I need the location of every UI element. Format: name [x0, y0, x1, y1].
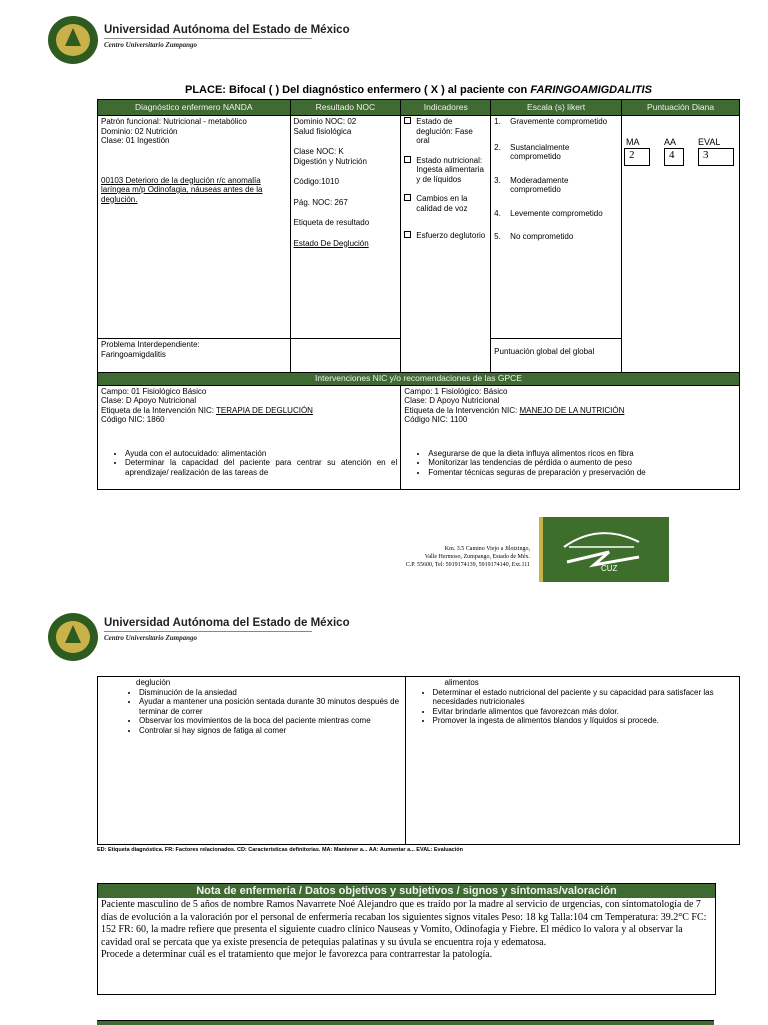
list-item: • Determinar la capacidad del paciente para centrar su atención en el aprendizaje/ realización de las tareas de — [125, 458, 397, 477]
nic-header: Intervenciones NIC y/o recomendaciones de las GPCE — [98, 373, 740, 386]
indicator-item: Esfuerzo deglutorio — [404, 231, 487, 241]
continuation-left-cell: deglución • Disminución de la ansiedad • Ayudar a mantener una posición sentada durante 30 minutos después de terminar de correr • Observar los movimientos de la boca del paciente mientras come • Controlar si hay signos de fatiga al comer — [98, 677, 406, 845]
indicator-item: Estado nutricional: Ingesta alimentaria y de líquidos — [404, 156, 487, 185]
university-seal — [48, 613, 98, 661]
likert-cell — [491, 116, 622, 339]
checkbox-icon — [404, 117, 411, 124]
continuation-table — [97, 676, 740, 845]
university-name: Universidad Autónoma del Estado de México — [104, 617, 350, 629]
cuz-logo — [539, 517, 669, 582]
indicators-cell — [401, 116, 491, 373]
likert-item: 4. Levemente comprometido — [494, 208, 603, 218]
diana-cell — [621, 116, 739, 373]
noc-cell: Dominio NOC: 02 Salud fisiológica Clase NOC: K Digestión y Nutrición Código:1010 Pág. NOC: 267 Etiqueta de resultado Estado De Deglución — [290, 116, 401, 339]
nursing-diagnosis: 00103 Deterioro de la deglución r/c anomalía laríngea m/p Odinofagia, náuseas antes de la deglución. — [101, 175, 263, 204]
list-item: • Determinar el estado nutricional del paciente y su capacidad para satisfacer las necesidades nutricionales — [433, 688, 736, 707]
care-plan-table — [97, 99, 740, 490]
list-item: • Controlar si hay signos de fatiga al comer — [139, 726, 402, 736]
list-item: • Fomentar técnicas seguras de preparación y preservación de — [428, 468, 736, 478]
continuation-right-list — [409, 688, 736, 726]
likert-item: 3. Moderadamente comprometido — [494, 175, 569, 194]
condition-name: FARINGOAMIGDALITIS — [530, 84, 652, 96]
nic-right-list — [404, 449, 736, 478]
cuz-logo-text: CUZ — [601, 564, 618, 573]
col-header-diana: Puntuación Diana — [621, 100, 739, 116]
nic-left-cell: Campo: 01 Fisiológico Básico Clase: D Apoyo Nutricional Etiqueta de la Intervención NIC: TERAPIA DE DEGLUCIÓN Código NIC: 1860 • Ayuda con el autocuidado: alimentación • Determinar la capacidad del paciente para centrar su atención en el aprendizaje/ realización de las tareas de — [98, 385, 401, 489]
nursing-note-header: Nota de enfermería / Datos objetivos y subjetivos / signos y síntomas/valoración — [98, 884, 715, 898]
nic-left-list — [101, 449, 397, 478]
nic-right-cell: Campo: 1 Fisiológico: Básico Clase: D Apoyo Nutricional Etiqueta de la Intervención NIC: MANEJO DE LA NUTRICIÓN Código NIC: 1100 • Asegurarse de que la dieta influya alimentos ricos en fibra • Monitorizar las tendencias de pérdida o aumento de peso • Fomentar técnicas seguras de preparación y preservación de — [401, 385, 740, 489]
diana-aa: AA 4 — [664, 138, 692, 166]
list-item: • Disminución de la ansiedad — [139, 688, 402, 698]
list-item: • Evitar brindarle alimentos que favorezcan más dolor. — [433, 707, 736, 717]
continuation-right-cell: alimentos • Determinar el estado nutricional del paciente y su capacidad para satisfacer las necesidades nutricionales • Evitar brindarle alimentos que favorezcan más dolor. • Promover la ingesta de alimentos blandos y líquidos si procede. — [405, 677, 739, 845]
diana-eval: EVAL 3 — [698, 138, 738, 166]
university-name: Universidad Autónoma del Estado de México — [104, 24, 350, 36]
address-block: Km. 3.5 Camino Viejo a Jilotzingo, Valle Hermoso, Zumpango, Estado de Méx. C.P. 55600, Tel: 5919174139, 5919174140, Ext.111 — [405, 546, 530, 568]
nursing-note-text: Paciente masculino de 5 años de nombre Ramos Navarrete Noé Alejandro que es traído por la madre al servicio de urgencias, con sintomatología de 7 días de evolución a la valoración por el personal de enfermería recaban los siguientes signos vitales Peso: 18 kg Talla:104 cm Temperatura: 39.2°C FC: 152 FR: 60, la madre refiere que presenta el siguiente cuadro clínico Nauseas y Vomito, Odinofagia y Fiebre. El médico lo valora y al observar la cavidad oral se percata que ya existe presencia de petequias palatinas y su úvula se encuentra roja y edematosa. Procede a determinar cuál es el tratamiento que mejor le favorezca para contrarrestar la patología. — [101, 899, 707, 960]
col-header-indicadores: Indicadores — [401, 100, 491, 116]
center-name: Centro Universitario Zumpango — [104, 634, 197, 642]
list-item: • Observar los movimientos de la boca del paciente mientras come — [139, 716, 402, 726]
col-header-noc: Resultado NOC — [290, 100, 401, 116]
list-item: • Ayudar a mantener una posición sentada durante 30 minutos después de terminar de correr — [139, 697, 402, 716]
list-item: • Asegurarse de que la dieta influya alimentos ricos en fibra — [428, 449, 736, 459]
nanda-cell: Patrón funcional: Nutricional - metabólico Dominio: 02 Nutrición Clase: 01 Ingestión 00103 Deterioro de la deglución r/c anomalía laríngea m/p Odinofagia, náuseas antes de la deglución. — [98, 116, 291, 339]
next-section-strip — [97, 1020, 714, 1025]
checkbox-icon — [404, 194, 411, 201]
list-item: • Promover la ingesta de alimentos blandos y líquidos si procede. — [433, 716, 736, 726]
likert-item: 2. Sustancialmente comprometido — [494, 142, 570, 161]
abbreviations-legend: ED: Etiqueta diagnóstica. FR: Factores relacionados. CD: Características definitorias. MA: Mantener a... AA: Aumentar a... EVAL: Evaluación — [97, 847, 463, 853]
col-header-nanda: Diagnóstico enfermero NANDA — [98, 100, 291, 116]
noc-result-label: Estado De Deglución — [293, 238, 369, 248]
indicator-item: Cambios en la calidad de voz — [404, 194, 487, 213]
header-divider — [104, 631, 312, 632]
diana-ma: MA 2 — [624, 138, 664, 166]
likert-item: 1. Gravemente comprometido — [494, 117, 608, 126]
list-item: • Ayuda con el autocuidado: alimentación — [125, 449, 397, 459]
continuation-left-list — [101, 688, 402, 736]
nursing-note-box — [97, 883, 716, 995]
list-item: • Monitorizar las tendencias de pérdida o aumento de peso — [428, 458, 736, 468]
likert-item: 5. No comprometido — [494, 232, 574, 241]
page-title: PLACE: Bifocal ( ) Del diagnóstico enfermero ( X ) al paciente con FARINGOAMIGDALITIS — [185, 84, 652, 96]
header-divider — [104, 38, 312, 39]
noc-empty-cell — [290, 339, 401, 373]
problem-cell: Problema Interdependiente: Faringoamigdalitis — [98, 339, 291, 373]
col-header-likert: Escala (s) likert — [491, 100, 622, 116]
checkbox-icon — [404, 231, 411, 238]
center-name: Centro Universitario Zumpango — [104, 41, 197, 49]
indicator-item: Estado de deglución: Fase oral — [404, 117, 487, 146]
university-seal — [48, 16, 98, 64]
global-score-cell: Puntuación global del global — [491, 339, 622, 373]
checkbox-icon — [404, 156, 411, 163]
